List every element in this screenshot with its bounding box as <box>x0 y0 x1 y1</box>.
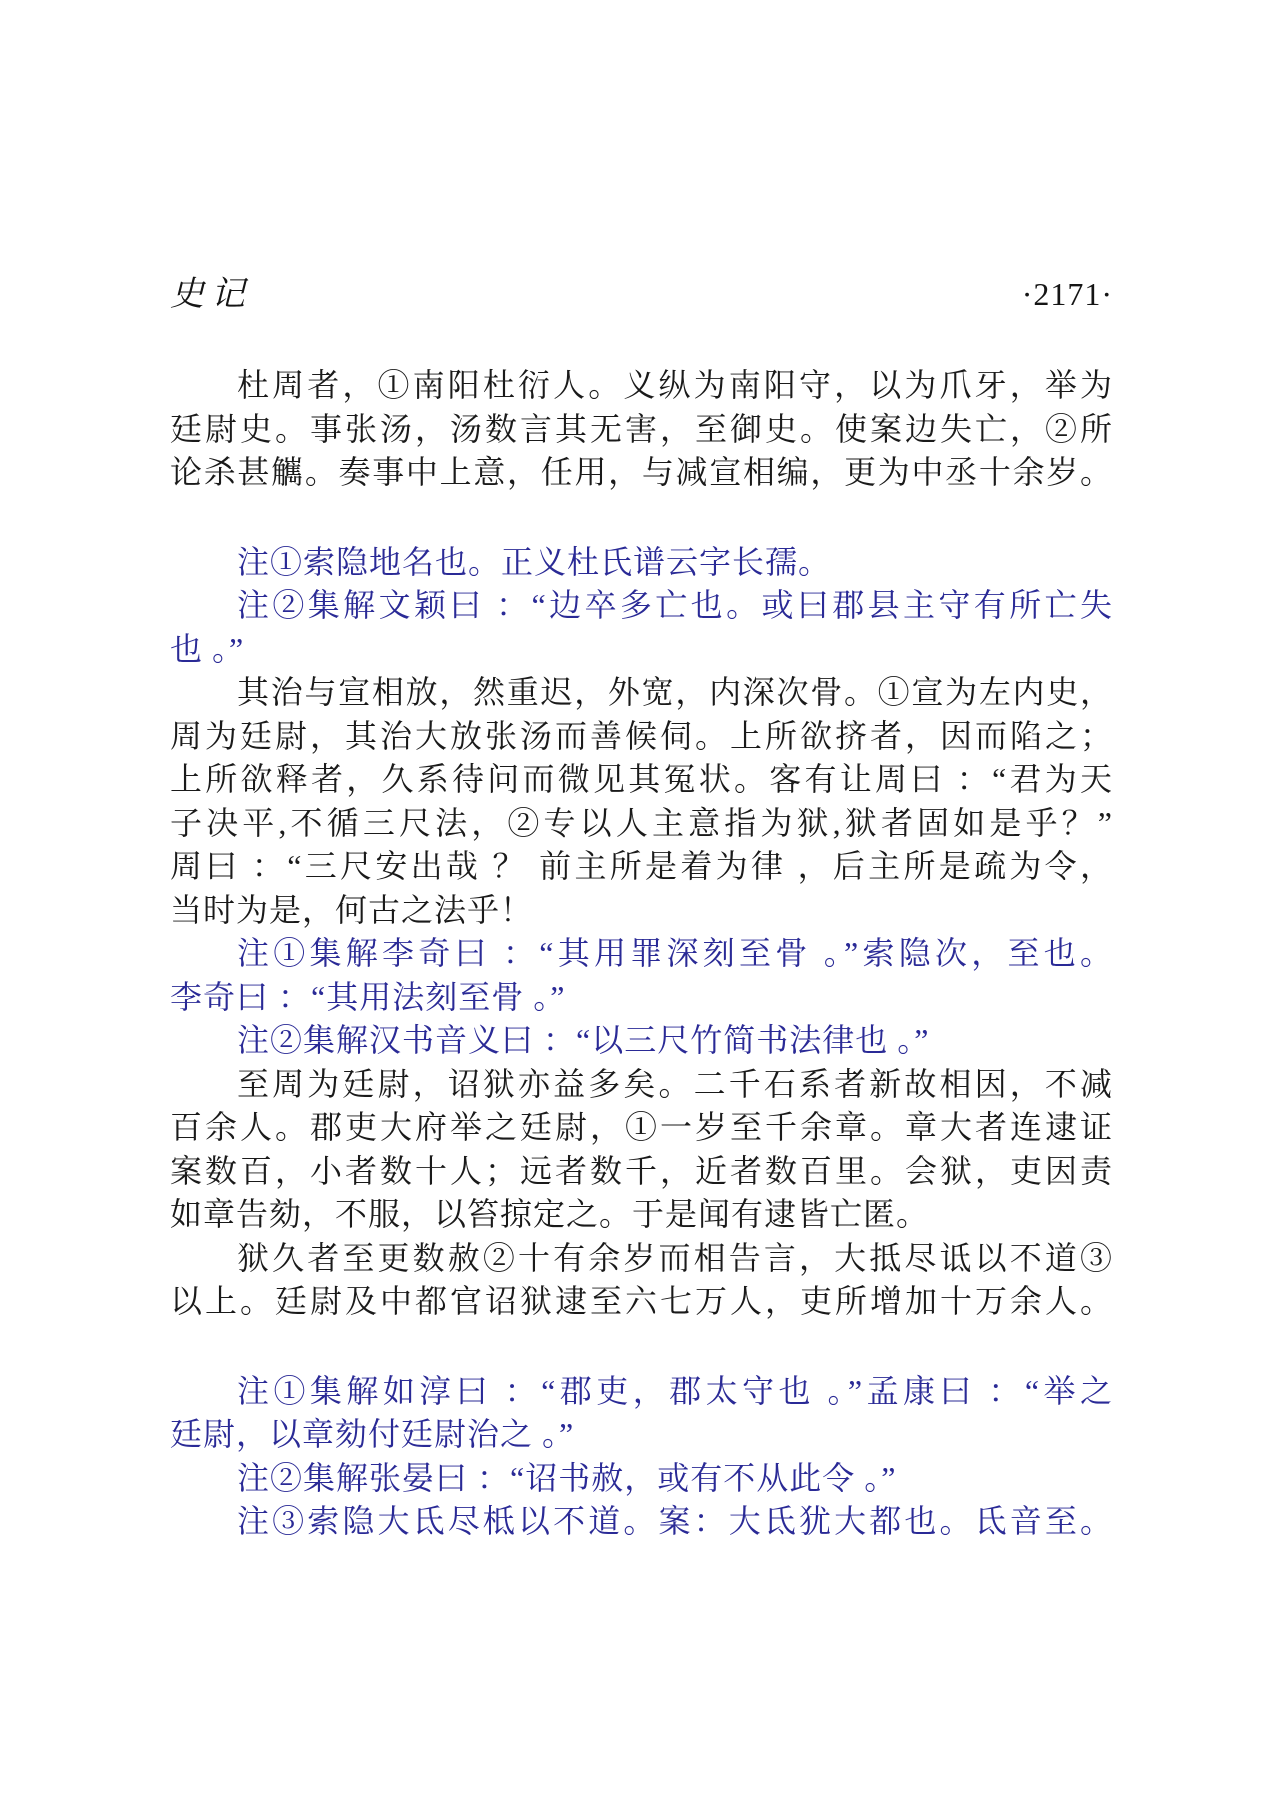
annotation-line: 注②集解汉书音义曰 ：“以三尺竹简书法律也 。” <box>237 1022 930 1058</box>
body-text-line: 上所欲释者，久系待问而微见其冤状。客有让周曰 ：“君为天 <box>170 761 1113 797</box>
body-text-line: 周曰 ：“三尺安出哉 ？ 前主所是着为律 ，后主所是疏为令， <box>170 848 1113 884</box>
body-text-line: 如章告劾，不服，以笞掠定之。于是闻有逮皆亡匿。 <box>170 1196 930 1232</box>
annotation-line: 李奇曰 ：“其用法刻至骨 。” <box>170 978 566 1015</box>
body-text-line: 廷尉史。事张汤，汤数言其无害，至御史。使案边失亡，②所 <box>170 410 1113 447</box>
body-text-line: 周为廷尉，其治大放张汤而善候伺。上所欲挤者，因而陷之； <box>170 717 1113 754</box>
page-number: ·2171· <box>1021 276 1113 312</box>
body-text-line: 百余人。郡吏大府举之廷尉，①一岁至千余章。章大者连逮证 <box>170 1109 1113 1145</box>
annotation-line: 注②集解张晏曰 ：“诏书赦，或有不从此令 。” <box>237 1459 897 1496</box>
annotation-line: 也 。” <box>170 630 245 667</box>
text-body <box>170 364 1113 1544</box>
annotation-line: 注①集解李奇曰 ：“其用罪深刻至骨 。”索隐次，至也。 <box>237 935 1113 971</box>
annotation-line: 注③索隐大氐尽柢以不道。案：大氐犹大都也。氐音至。 <box>237 1503 1113 1539</box>
body-text-line: 至周为廷尉，诏狱亦益多矣。二千石系者新故相因，不减 <box>237 1065 1113 1102</box>
annotation-line: 注①集解如淳曰 ：“郡吏，郡太守也 。”孟康曰 ：“举之 <box>237 1372 1113 1409</box>
book-title: 史记 <box>170 276 252 313</box>
annotation-line: 注②集解文颖曰 ：“边卒多亡也。或曰郡县主守有所亡失 <box>237 587 1113 623</box>
body-text-line: 子决平,不循三尺法，②专以人主意指为狱,狱者固如是乎？” <box>170 804 1113 841</box>
annotation-line: 廷尉，以章劾付廷尉治之 。” <box>170 1416 575 1452</box>
page-header <box>170 272 1113 316</box>
body-text-line: 论杀甚觽。奏事中上意，任用，与减宣相编，更为中丞十余岁。 <box>170 454 1113 490</box>
body-text-line: 以上。廷尉及中都官诏狱逮至六七万人，吏所增加十万余人。 <box>170 1283 1113 1319</box>
body-text-line: 狱久者至更数赦②十有余岁而相告言，大抵尽诋以不道③ <box>237 1239 1113 1276</box>
body-text-line: 杜周者，①南阳杜衍人。义纵为南阳守，以为爪牙，举为 <box>237 367 1113 403</box>
annotation-line: 注①索隐地名也。正义杜氏谱云字长孺。 <box>237 543 832 580</box>
body-text-line: 当时为是，何古之法乎！ <box>170 891 534 928</box>
body-text-line: 其治与宣相放，然重迟，外宽，内深次骨。①宣为左内史， <box>237 674 1113 710</box>
body-text-line: 案数百，小者数十人；远者数千，近者数百里。会狱，吏因责 <box>170 1152 1113 1189</box>
